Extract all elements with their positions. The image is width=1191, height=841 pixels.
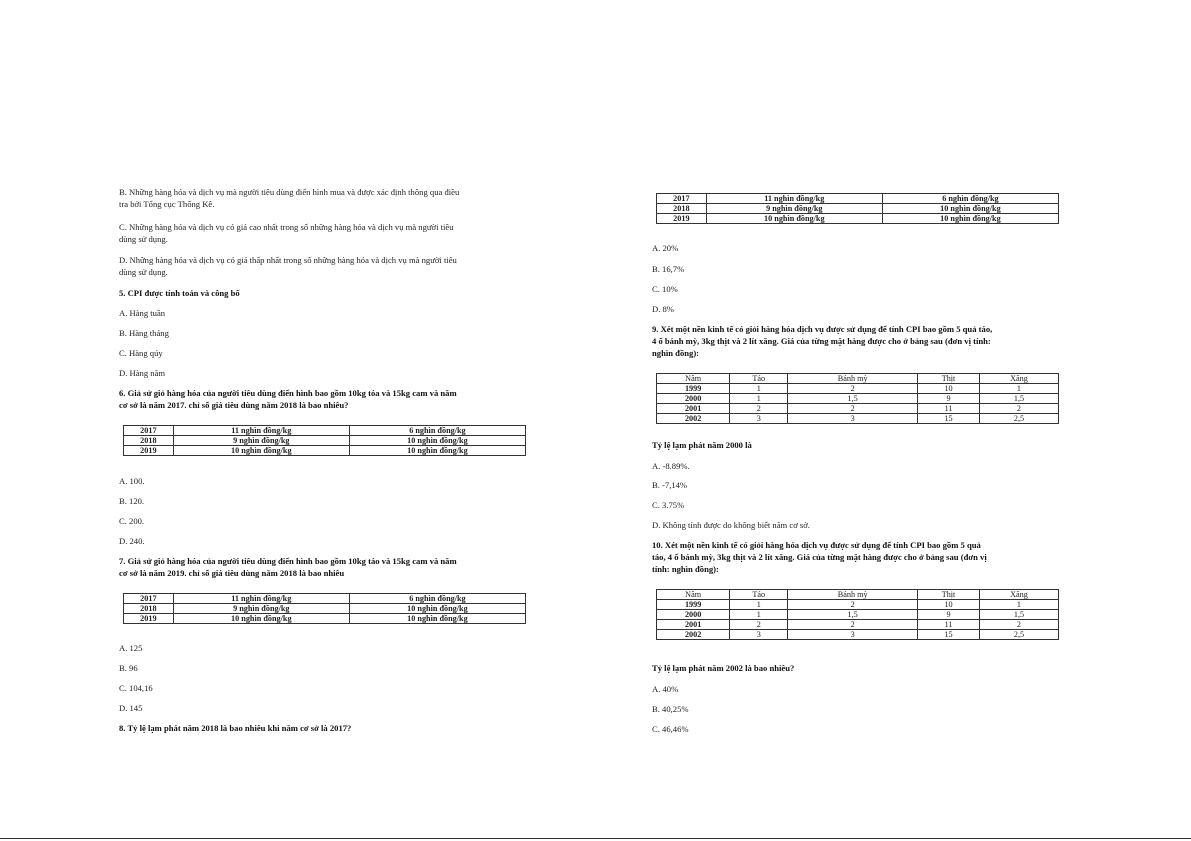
text-line: dùng sử dụng. bbox=[119, 234, 168, 244]
text-line: 10. Xét một nền kinh tế có giỏi hàng hóa dịch vụ được sử dụng để tính CPI bao gồm 5 quả bbox=[652, 540, 981, 550]
table-cell: 11 bbox=[918, 404, 980, 414]
table-row bbox=[657, 414, 1059, 424]
text-line: 9. Xét một nền kinh tế có giỏi hàng hóa dịch vụ được sử dụng để tính CPI bao gồm 5 quả táo, bbox=[652, 324, 993, 334]
table-row bbox=[124, 446, 526, 456]
table-cell: 2017 bbox=[124, 426, 174, 436]
table-cell: 2,5 bbox=[979, 414, 1058, 424]
column-header: Bánh mỳ bbox=[788, 374, 918, 384]
table-row bbox=[657, 194, 1059, 204]
table-cell: 15 bbox=[918, 630, 980, 640]
column-header: Táo bbox=[730, 374, 788, 384]
table-cell: 3 bbox=[730, 414, 788, 424]
column-header: Xăng bbox=[979, 590, 1058, 600]
q8-price-table bbox=[656, 193, 1059, 224]
table-cell: 1 bbox=[730, 600, 788, 610]
q10-option-a: A. 40% bbox=[652, 684, 679, 694]
table-cell: 1,5 bbox=[979, 394, 1058, 404]
table-cell: 10 nghìn đồng/kg bbox=[349, 604, 525, 614]
text-line: táo, 4 ổ bánh mỳ, 3kg thịt và 2 lít xăng. Giá của từng mặt hàng được cho ở bảng sau (đơn vị bbox=[652, 552, 987, 562]
column-header: Bánh mỳ bbox=[788, 590, 918, 600]
table-cell: 1,5 bbox=[979, 610, 1058, 620]
table-cell: 10 bbox=[918, 384, 980, 394]
table-cell: 2019 bbox=[657, 214, 707, 224]
table-cell: 2001 bbox=[657, 620, 730, 630]
q6-option-b: B. 120. bbox=[119, 496, 145, 506]
table-row bbox=[124, 604, 526, 614]
q9-option-d: D. Không tính được do không biết năm cơ sở. bbox=[652, 520, 810, 530]
table-cell: 10 bbox=[918, 600, 980, 610]
text-line: dùng sử dụng. bbox=[119, 267, 168, 277]
table-cell: 1 bbox=[979, 384, 1058, 394]
q10-subquestion: Tỷ lệ lạm phát năm 2002 là bao nhiêu? bbox=[652, 663, 795, 673]
table-cell: 2019 bbox=[124, 446, 174, 456]
q10-price-table bbox=[656, 589, 1059, 640]
q7-option-d: D. 145 bbox=[119, 703, 143, 713]
table-cell: 1,5 bbox=[788, 394, 918, 404]
q7-option-c: C. 104,16 bbox=[119, 683, 153, 693]
table-row bbox=[657, 404, 1059, 414]
column-header: Năm bbox=[657, 590, 730, 600]
table-cell: 2 bbox=[979, 404, 1058, 414]
table-row bbox=[124, 426, 526, 436]
q8-option-a: A. 20% bbox=[652, 243, 679, 253]
text-line: cơ sở là năm 2017. chỉ số giá tiêu dùng năm 2018 là bao nhiêu? bbox=[119, 400, 349, 410]
table-cell: 1 bbox=[730, 610, 788, 620]
table-cell: 2017 bbox=[657, 194, 707, 204]
table-cell: 2019 bbox=[124, 614, 174, 624]
q9-price-table bbox=[656, 373, 1059, 424]
q8-option-d: D. 8% bbox=[652, 304, 674, 314]
q9-option-a: A. -8.89%. bbox=[652, 461, 690, 471]
table-cell: 6 nghìn đồng/kg bbox=[349, 594, 525, 604]
table-cell: 1999 bbox=[657, 384, 730, 394]
table-cell: 1999 bbox=[657, 600, 730, 610]
table-cell: 2 bbox=[788, 600, 918, 610]
table-row bbox=[657, 630, 1059, 640]
table-cell: 10 nghìn đồng/kg bbox=[349, 436, 525, 446]
text-line: 7. Giả sử giỏ hàng hóa của người tiêu dùng điển hình bao gồm 10kg táo và 15kg cam và năm bbox=[119, 556, 457, 566]
table-row bbox=[124, 436, 526, 446]
table-header-row bbox=[657, 590, 1059, 600]
table-row bbox=[657, 214, 1059, 224]
text-line: B. Những hàng hóa và dịch vụ mà người tiêu dùng điển hình mua và được xác định thông qua điều bbox=[119, 187, 460, 197]
table-cell: 2002 bbox=[657, 414, 730, 424]
q6-option-c: C. 200. bbox=[119, 516, 145, 526]
q9-option-c: C. 3.75% bbox=[652, 500, 685, 510]
q7-price-table bbox=[123, 593, 526, 624]
text-line: 4 ổ bánh mỳ, 3kg thịt và 2 lít xăng. Giá của từng mặt hàng được cho ở bảng sau (đơn vị tính: bbox=[652, 336, 991, 346]
q6-option-a: A. 100. bbox=[119, 476, 145, 486]
q8-option-c: C. 10% bbox=[652, 284, 678, 294]
q7-option-a: A. 125 bbox=[119, 643, 143, 653]
table-row bbox=[657, 610, 1059, 620]
table-row bbox=[657, 384, 1059, 394]
q6-price-table bbox=[123, 425, 526, 456]
q5-option-d: D. Hàng năm bbox=[119, 368, 166, 378]
column-header: Thịt bbox=[918, 374, 980, 384]
table-cell: 6 nghìn đồng/kg bbox=[349, 426, 525, 436]
option-c-prev bbox=[119, 221, 529, 245]
table-cell: 1 bbox=[979, 600, 1058, 610]
table-cell: 1 bbox=[730, 384, 788, 394]
table-cell: 2 bbox=[788, 620, 918, 630]
table-row bbox=[657, 620, 1059, 630]
q9-subquestion: Tỷ lệ lạm phát năm 2000 là bbox=[652, 440, 752, 450]
table-cell: 2 bbox=[730, 404, 788, 414]
q8-option-b: B. 16,7% bbox=[652, 264, 685, 274]
table-cell: 11 nghìn đồng/kg bbox=[173, 594, 349, 604]
table-cell: 10 nghìn đồng/kg bbox=[173, 614, 349, 624]
question-5: 5. CPI được tính toán và công bố bbox=[119, 288, 240, 298]
text-line: C. Những hàng hóa và dịch vụ có giá cao nhất trong số những hàng hóa và dịch vụ mà người tiêu bbox=[119, 222, 454, 232]
table-cell: 11 nghìn đồng/kg bbox=[706, 194, 882, 204]
table-cell: 1 bbox=[730, 394, 788, 404]
q7-option-b: B. 96 bbox=[119, 663, 138, 673]
table-cell: 11 bbox=[918, 620, 980, 630]
table-cell: 2001 bbox=[657, 404, 730, 414]
text-line: D. Những hàng hóa và dịch vụ có giá thấp nhất trong số những hàng hóa và dịch vụ mà người tiêu bbox=[119, 255, 457, 265]
table-row bbox=[657, 600, 1059, 610]
question-10 bbox=[652, 539, 1062, 575]
table-cell: 9 nghìn đồng/kg bbox=[173, 436, 349, 446]
text-line: tính: nghìn đồng): bbox=[652, 564, 719, 574]
q5-option-a: A. Hàng tuần bbox=[119, 308, 166, 318]
table-cell: 9 nghìn đồng/kg bbox=[173, 604, 349, 614]
q10-option-c: C. 46,46% bbox=[652, 724, 689, 734]
table-cell: 2 bbox=[788, 404, 918, 414]
table-cell: 2,5 bbox=[979, 630, 1058, 640]
q5-option-b: B. Hàng tháng bbox=[119, 328, 169, 338]
option-d-prev bbox=[119, 254, 529, 278]
q5-option-c: C. Hàng qúy bbox=[119, 348, 163, 358]
table-row bbox=[657, 394, 1059, 404]
table-cell: 2 bbox=[979, 620, 1058, 630]
column-header: Thịt bbox=[918, 590, 980, 600]
table-cell: 10 nghìn đồng/kg bbox=[173, 446, 349, 456]
q10-option-b: B. 40,25% bbox=[652, 704, 689, 714]
table-cell: 3 bbox=[788, 630, 918, 640]
table-cell: 2018 bbox=[657, 204, 707, 214]
table-cell: 10 nghìn đồng/kg bbox=[349, 614, 525, 624]
table-cell: 3 bbox=[730, 630, 788, 640]
table-row bbox=[124, 594, 526, 604]
table-row bbox=[657, 204, 1059, 214]
table-cell: 2002 bbox=[657, 630, 730, 640]
column-header: Táo bbox=[730, 590, 788, 600]
text-line: cơ sở là năm 2019. chỉ số giá tiêu dùng năm 2018 là bao nhiêu bbox=[119, 568, 345, 578]
question-8: 8. Tỷ lệ lạm phát năm 2018 là bao nhiêu khi năm cơ sở là 2017? bbox=[119, 723, 352, 733]
page-bottom-divider bbox=[0, 838, 1191, 839]
table-cell: 10 nghìn đồng/kg bbox=[882, 214, 1058, 224]
table-cell: 10 nghìn đồng/kg bbox=[706, 214, 882, 224]
table-cell: 2000 bbox=[657, 394, 730, 404]
table-cell: 15 bbox=[918, 414, 980, 424]
table-cell: 9 nghìn đồng/kg bbox=[706, 204, 882, 214]
table-cell: 2000 bbox=[657, 610, 730, 620]
table-cell: 2018 bbox=[124, 604, 174, 614]
table-cell: 2017 bbox=[124, 594, 174, 604]
q6-option-d: D. 240. bbox=[119, 536, 145, 546]
table-cell: 6 nghìn đồng/kg bbox=[882, 194, 1058, 204]
question-9 bbox=[652, 323, 1062, 359]
table-cell: 1,5 bbox=[788, 610, 918, 620]
option-b-prev bbox=[119, 186, 529, 210]
table-cell: 2 bbox=[788, 384, 918, 394]
question-6 bbox=[119, 387, 529, 411]
text-line: tra bởi Tổng cục Thống Kê. bbox=[119, 199, 215, 209]
table-cell: 2018 bbox=[124, 436, 174, 446]
table-cell: 11 nghìn đồng/kg bbox=[173, 426, 349, 436]
text-line: nghìn đồng): bbox=[652, 348, 700, 358]
table-cell: 3 bbox=[788, 414, 918, 424]
table-cell: 10 nghìn đồng/kg bbox=[882, 204, 1058, 214]
table-header-row bbox=[657, 374, 1059, 384]
table-cell: 2 bbox=[730, 620, 788, 630]
table-cell: 9 bbox=[918, 610, 980, 620]
table-row bbox=[124, 614, 526, 624]
q9-option-b: B. -7,14% bbox=[652, 480, 688, 490]
table-cell: 9 bbox=[918, 394, 980, 404]
table-cell: 10 nghìn đồng/kg bbox=[349, 446, 525, 456]
question-7 bbox=[119, 555, 529, 579]
text-line: 6. Giả sử giỏ hàng hóa của người tiêu dùng điển hình bao gồm 10kg tóa và 15kg cam và năm bbox=[119, 388, 457, 398]
column-header: Năm bbox=[657, 374, 730, 384]
column-header: Xăng bbox=[979, 374, 1058, 384]
